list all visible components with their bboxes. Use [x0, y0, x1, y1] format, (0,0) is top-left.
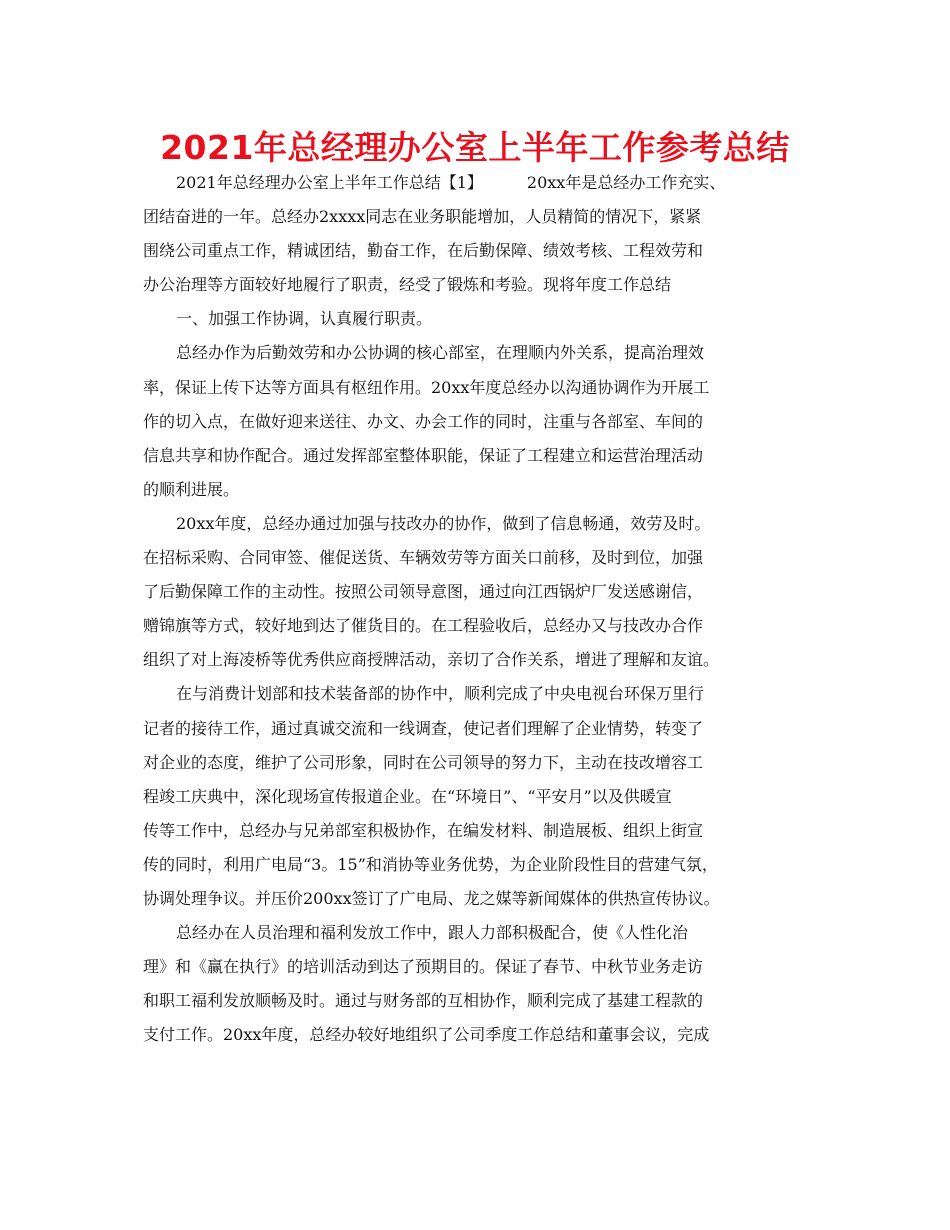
text-line [143, 200, 813, 234]
text-line [143, 1018, 813, 1052]
text-line-content: 作的切入点，在做好迎来送往、办文、办会工作的同时，注重与各部室、车间的 [143, 411, 704, 431]
text-line-content: 理》和《赢在执行》的培训活动到达了预期目的。保证了春节、中秋节业务走访 [143, 957, 704, 977]
text-line-content: 率，保证上传下达等方面具有枢纽作用。20xx年度总经办以沟通协调作为开展工 [143, 377, 710, 397]
text-line [143, 882, 813, 916]
document-title: 2021年总经理办公室上半年工作参考总结 [160, 128, 790, 167]
text-line-content: 传的同时，利用广电局“3。15”和消协等业务优势，为企业阶段性目的营建气氛， [143, 854, 718, 874]
text-line [143, 780, 813, 814]
document-body [143, 166, 813, 1052]
text-line-content: 了后勤保障工作的主动性。按照公司领导意图，通过向江西锅炉厂发送感谢信， [143, 582, 704, 602]
text-line-content: 围绕公司重点工作，精诚团结，勤奋工作，在后勤保障、绩效考核、工程效劳和 [143, 241, 704, 261]
text-line [143, 984, 813, 1018]
text-line-continuation: 20xx年是总经办工作充实、 [526, 173, 726, 192]
text-line-content: 的顺利进展。 [143, 479, 240, 499]
text-line [143, 439, 813, 473]
text-line-content: 程竣工庆典中，深化现场宣传报道企业。在“环境日”、“平安月”以及供暖宣 [143, 786, 672, 806]
text-line-content: 20xx年度，总经办通过加强与技改办的协作，做到了信息畅通，效劳及时。 [176, 513, 711, 533]
text-line [143, 916, 813, 950]
text-line [143, 507, 813, 541]
text-line-content: 总经办在人员治理和福利发放工作中，跟人力部积极配合，使《人性化治 [176, 923, 689, 943]
text-line [143, 712, 813, 746]
text-line [143, 609, 813, 643]
text-line-content: 办公治理等方面较好地履行了职责，经受了锻炼和考验。现将年度工作总结 [143, 275, 672, 295]
text-line [143, 371, 813, 405]
text-line-content: 支付工作。20xx年度，总经办较好地组织了公司季度工作总结和董事会议，完成 [143, 1025, 710, 1045]
text-line [143, 814, 813, 848]
text-line-content: 总经办作为后勤效劳和办公协调的核心部室，在理顺内外关系，提高治理效 [176, 343, 705, 363]
text-line [143, 643, 813, 677]
text-line [143, 950, 813, 984]
text-line-content: 协调处理争议。并压价200xx签订了广电局、龙之媒等新闻媒体的供热宣传协议。 [143, 888, 720, 908]
text-line [143, 677, 813, 711]
text-line [143, 166, 813, 200]
text-line-content: 2021年总经理办公室上半年工作总结【1】 [176, 173, 483, 192]
text-line [143, 234, 813, 268]
text-line-content: 记者的接待工作，通过真诚交流和一线调查，使记者们理解了企业情势，转变了 [143, 718, 704, 738]
text-line-content: 和职工福利发放顺畅及时。通过与财务部的互相协作，顺利完成了基建工程款的 [143, 991, 704, 1011]
text-line [143, 336, 813, 370]
text-line [143, 746, 813, 780]
text-line [143, 848, 813, 882]
text-line [143, 268, 813, 302]
text-line-content: 对企业的态度，维护了公司形象，同时在公司领导的努力下，主动在技改增容工 [143, 752, 704, 772]
text-line-content: 团结奋进的一年。总经办2xxxx同志在业务职能增加，人员精简的情况下，紧紧 [143, 207, 702, 227]
text-line [143, 575, 813, 609]
text-line [143, 541, 813, 575]
text-line-content: 一、加强工作协调，认真履行职责。 [176, 309, 433, 329]
text-line-content: 在招标采购、合同审签、催促送货、车辆效劳等方面关口前移，及时到位，加强 [143, 548, 704, 568]
text-line-content: 信息共享和协作配合。通过发挥部室整体职能，保证了工程建立和运营治理活动 [143, 445, 704, 465]
text-line-content: 组织了对上海凌桥等优秀供应商授牌活动，亲切了合作关系，增进了理解和友谊。 [143, 650, 720, 670]
text-line [143, 405, 813, 439]
text-line [143, 302, 813, 336]
text-line-content: 传等工作中，总经办与兄弟部室积极协作，在编发材料、制造展板、组织上街宣 [143, 820, 704, 840]
text-line-content: 赠锦旗等方式，较好地到达了催货目的。在工程验收后，总经办又与技改办合作 [143, 616, 704, 636]
text-line-content: 在与消费计划部和技术装备部的协作中，顺利完成了中央电视台环保万里行 [176, 684, 705, 704]
text-line [143, 473, 813, 507]
